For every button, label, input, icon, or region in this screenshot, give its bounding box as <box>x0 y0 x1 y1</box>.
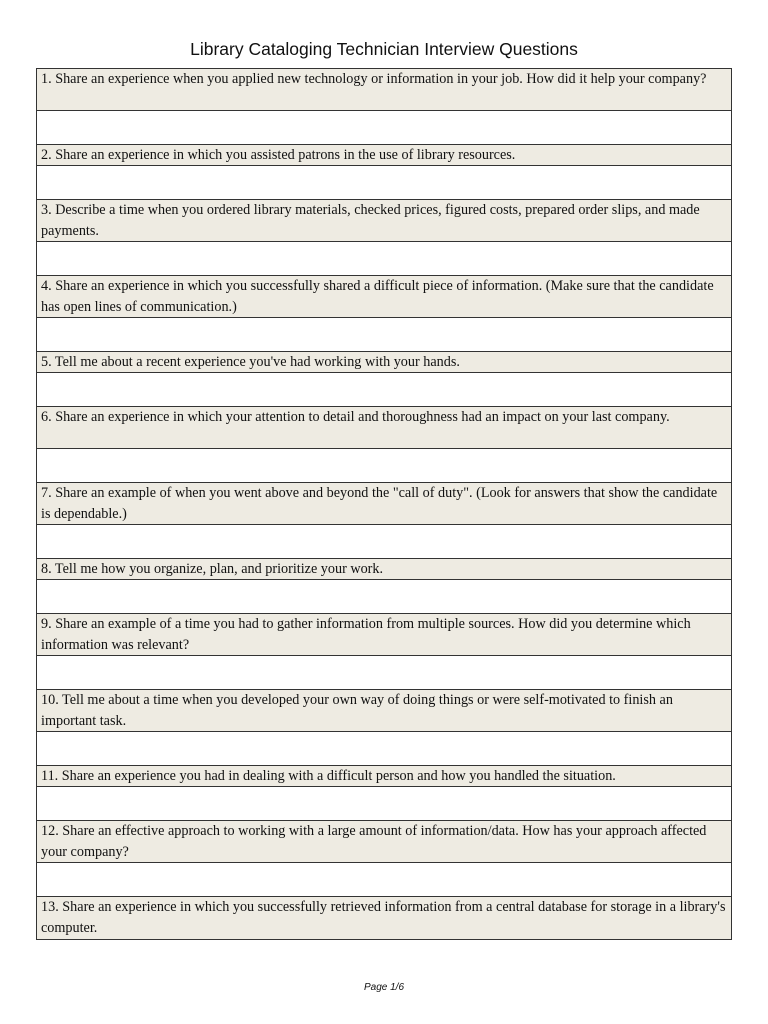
question-row <box>37 614 731 656</box>
question-row <box>37 352 731 373</box>
question-text: 10. Tell me about a time when you developed your own way of doing things or were self-motivated to finish an important task. <box>41 692 673 729</box>
answer-space <box>37 656 731 690</box>
question-text: 9. Share an example of a time you had to gather information from multiple sources. How did you determine which information was relevant? <box>41 616 691 653</box>
question-row <box>37 276 731 318</box>
answer-space <box>37 732 731 766</box>
question-row <box>37 821 731 863</box>
question-row <box>37 407 731 449</box>
question-row <box>37 559 731 580</box>
answer-space <box>37 449 731 483</box>
question-text: 8. Tell me how you organize, plan, and prioritize your work. <box>41 561 384 577</box>
question-row <box>37 897 731 939</box>
question-text: 4. Share an experience in which you successfully shared a difficult piece of information. (Make sure that the candidate has open lines of communication.) <box>41 278 714 315</box>
answer-space <box>37 111 731 145</box>
question-row <box>37 69 731 111</box>
question-text: 6. Share an experience in which your attention to detail and thoroughness had an impact on your last company. <box>41 409 670 425</box>
questions-table <box>36 68 732 940</box>
answer-space <box>37 242 731 276</box>
answer-space <box>37 580 731 614</box>
question-row <box>37 690 731 732</box>
question-text: 13. Share an experience in which you successfully retrieved information from a central database for storage in a library's computer. <box>41 899 726 936</box>
question-row <box>37 766 731 787</box>
question-row <box>37 483 731 525</box>
page-title: Library Cataloging Technician Interview Questions <box>190 39 578 59</box>
question-text: 1. Share an experience when you applied new technology or information in your job. How did it help your company? <box>41 71 707 87</box>
question-row <box>37 200 731 242</box>
answer-space <box>37 525 731 559</box>
answer-space <box>37 166 731 200</box>
question-text: 5. Tell me about a recent experience you've had working with your hands. <box>41 354 460 370</box>
question-text: 3. Describe a time when you ordered library materials, checked prices, figured costs, prepared order slips, and made payments. <box>41 202 700 239</box>
answer-space <box>37 863 731 897</box>
answer-space <box>37 318 731 352</box>
page-number: Page 1/6 <box>363 982 405 993</box>
question-text: 2. Share an experience in which you assisted patrons in the use of library resources. <box>41 147 516 163</box>
answer-space <box>37 373 731 407</box>
answer-space <box>37 787 731 821</box>
question-text: 12. Share an effective approach to working with a large amount of information/data. How has your approach affected your company? <box>41 823 707 860</box>
question-row <box>37 145 731 166</box>
question-text: 11. Share an experience you had in dealing with a difficult person and how you handled the situation. <box>41 768 616 784</box>
question-text: 7. Share an example of when you went above and beyond the "call of duty". (Look for answers that show the candidate is dependable.) <box>41 485 718 522</box>
